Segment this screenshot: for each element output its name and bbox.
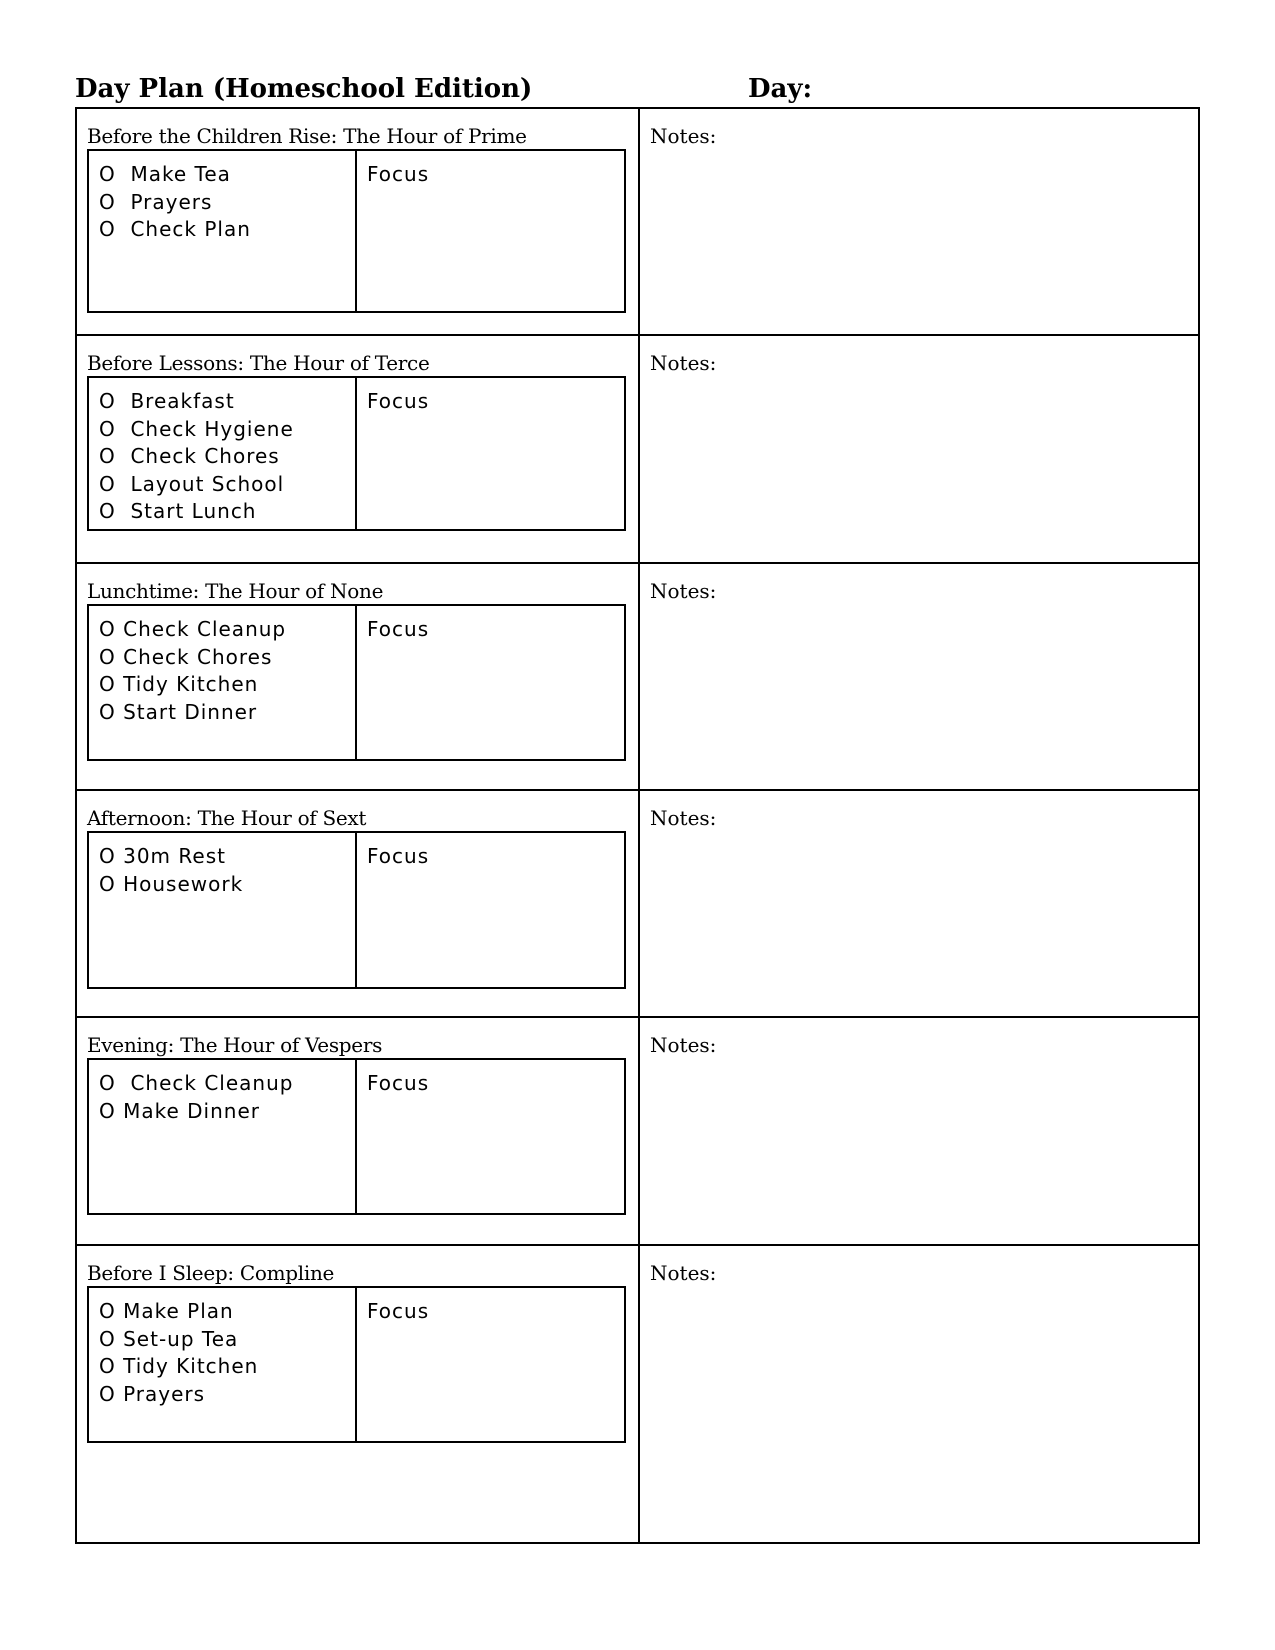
section-tasks-cell (77, 336, 640, 575)
notes-area[interactable] (640, 336, 1198, 575)
section-title: Lunchtime: The Hour of None (87, 579, 384, 603)
task-column (89, 606, 357, 759)
task-focus-box (87, 604, 626, 761)
notes-label: Notes: (650, 1261, 717, 1285)
notes-label: Notes: (650, 351, 717, 375)
section-prime (77, 109, 1198, 348)
section-tasks-cell (77, 1246, 640, 1542)
task-column (89, 151, 357, 311)
page-header (75, 72, 1200, 108)
section-tasks-cell (77, 109, 640, 348)
focus-column[interactable] (357, 378, 624, 529)
task-list (99, 388, 294, 526)
focus-label: Focus (367, 162, 430, 186)
task-item[interactable]: O Make Dinner (99, 1098, 260, 1123)
section-compline (77, 1246, 1198, 1542)
section-title: Before Lessons: The Hour of Terce (87, 351, 430, 375)
notes-label: Notes: (650, 124, 717, 148)
section-title: Afternoon: The Hour of Sext (87, 806, 367, 830)
notes-area[interactable] (640, 109, 1198, 348)
task-item[interactable]: O Check Plan (99, 217, 251, 241)
focus-label: Focus (367, 1299, 430, 1323)
task-item[interactable]: O Tidy Kitchen (99, 1354, 259, 1378)
task-item[interactable]: O 30m Rest (99, 844, 226, 868)
section-tasks-cell (77, 791, 640, 1030)
section-none (77, 564, 1198, 803)
task-item[interactable]: O Make Tea (99, 162, 231, 186)
notes-label: Notes: (650, 1033, 717, 1057)
page-title: Day Plan (Homeschool Edition) (75, 74, 533, 104)
task-item[interactable]: O Start Dinner (99, 699, 258, 724)
task-item[interactable]: O Prayers (99, 1381, 206, 1406)
day-label: Day: (748, 74, 813, 104)
section-title: Before the Children Rise: The Hour of Prime (87, 124, 527, 148)
task-item[interactable]: O Tidy Kitchen (99, 672, 259, 696)
focus-column[interactable] (357, 833, 624, 987)
focus-label: Focus (367, 389, 430, 413)
task-item[interactable]: O Check Cleanup (99, 1071, 294, 1095)
focus-label: Focus (367, 617, 430, 641)
task-item[interactable]: O Check Cleanup (99, 617, 287, 641)
task-item[interactable]: O Breakfast (99, 389, 235, 413)
day-plan-grid (75, 107, 1200, 1544)
task-item[interactable]: O Start Lunch (99, 499, 257, 523)
notes-area[interactable] (640, 1018, 1198, 1257)
focus-column[interactable] (357, 606, 624, 759)
task-item[interactable]: O Set-up Tea (99, 1326, 239, 1351)
task-list (99, 1070, 293, 1125)
task-list (99, 161, 251, 244)
task-list (99, 1298, 258, 1408)
task-item[interactable]: O Check Chores (99, 644, 273, 669)
focus-label: Focus (367, 1071, 430, 1095)
section-title: Before I Sleep: Compline (87, 1261, 335, 1285)
focus-label: Focus (367, 844, 430, 868)
section-tasks-cell (77, 1018, 640, 1257)
task-column (89, 378, 357, 529)
task-item[interactable]: O Layout School (99, 471, 285, 496)
section-tasks-cell (77, 564, 640, 803)
focus-column[interactable] (357, 151, 624, 311)
task-item[interactable]: O Check Chores (99, 444, 280, 468)
task-item[interactable]: O Check Hygiene (99, 416, 294, 441)
task-item[interactable]: O Prayers (99, 189, 213, 214)
task-focus-box (87, 1058, 626, 1215)
notes-area[interactable] (640, 564, 1198, 803)
task-focus-box (87, 831, 626, 989)
notes-label: Notes: (650, 806, 717, 830)
task-item[interactable]: O Housework (99, 871, 244, 896)
section-vespers (77, 1018, 1198, 1257)
task-column (89, 833, 357, 987)
task-column (89, 1288, 357, 1441)
notes-label: Notes: (650, 579, 717, 603)
section-terce (77, 336, 1198, 575)
focus-column[interactable] (357, 1288, 624, 1441)
task-column (89, 1060, 357, 1213)
task-focus-box (87, 149, 626, 313)
section-sext (77, 791, 1198, 1030)
focus-column[interactable] (357, 1060, 624, 1213)
notes-area[interactable] (640, 791, 1198, 1030)
task-list (99, 843, 243, 898)
section-title: Evening: The Hour of Vespers (87, 1033, 383, 1057)
task-list (99, 616, 286, 726)
notes-area[interactable] (640, 1246, 1198, 1542)
task-item[interactable]: O Make Plan (99, 1299, 234, 1323)
task-focus-box (87, 1286, 626, 1443)
task-focus-box (87, 376, 626, 531)
